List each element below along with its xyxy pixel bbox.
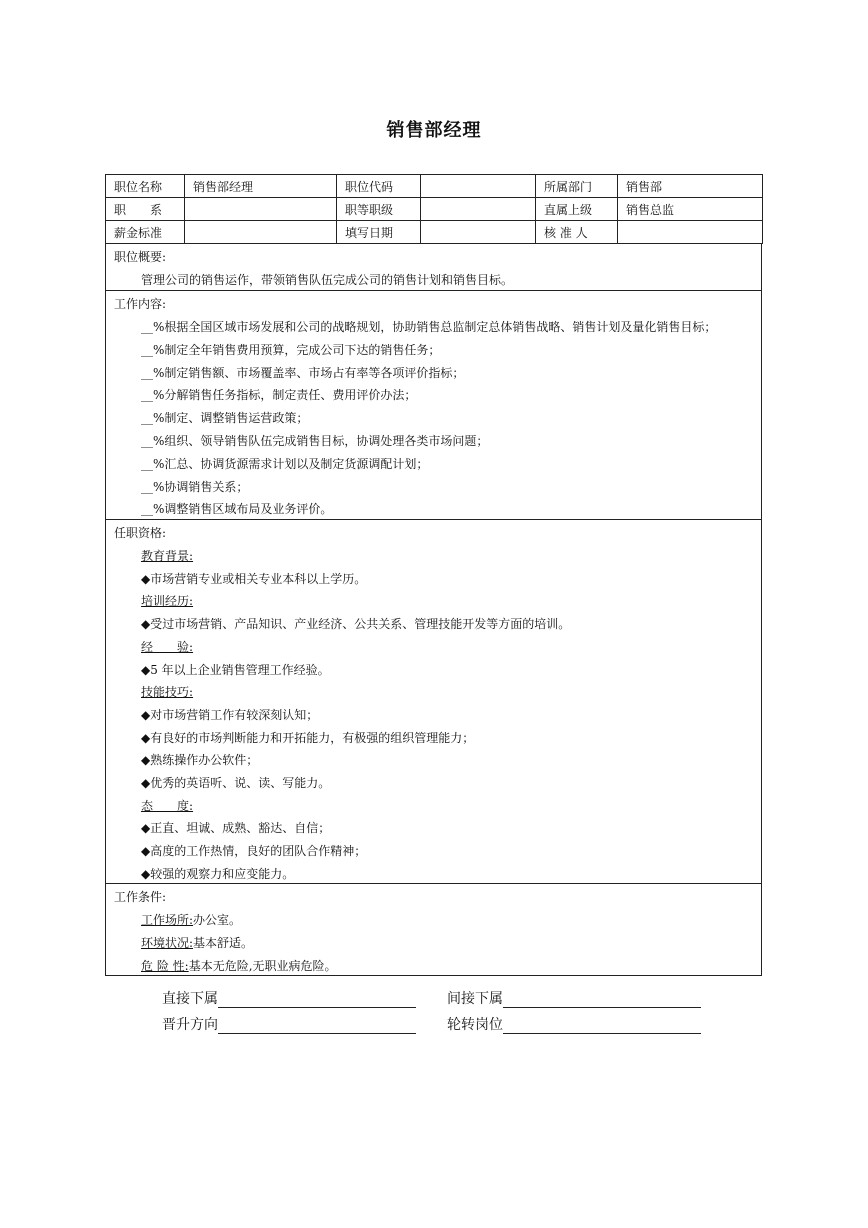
work-item: __%制定全年销售费用预算，完成公司下达的销售任务； [141, 342, 441, 357]
value-job-family [185, 198, 337, 221]
page-title: 销售部经理 [386, 120, 482, 141]
rotation-label: 轮转岗位 [447, 1017, 503, 1033]
work-item: __%汇总、协调货源需求计划以及制定货源调配计划； [141, 456, 429, 471]
work-item: __%制定销售额、市场覆盖率、市场占有率等各项评价指标； [141, 365, 465, 380]
overview-section [105, 244, 762, 291]
label-grade: 职等职级 [337, 198, 421, 221]
condition-value: 基本舒适。 [193, 936, 254, 950]
work-heading: 工作内容: [114, 297, 167, 311]
qualification-subheading: 经 验: [141, 639, 194, 654]
condition-label: 工作场所: [141, 913, 194, 927]
condition-label: 环境状况: [141, 936, 194, 950]
rotation-field[interactable] [447, 1014, 701, 1034]
value-supervisor: 销售总监 [618, 198, 763, 221]
direct-subordinate-blank[interactable] [218, 993, 416, 1008]
qualification-subheading: 教育背景: [141, 549, 194, 563]
qualification-item: ◆有良好的市场判断能力和开拓能力，有极强的组织管理能力； [141, 730, 475, 745]
value-salary [185, 221, 337, 244]
qualification-item: ◆市场营销专业或相关专业本科以上学历。 [141, 571, 367, 586]
label-approver: 核 准 人 [536, 221, 618, 244]
value-approver [618, 221, 763, 244]
direct-subordinate-label: 直接下属 [162, 991, 218, 1007]
label-position-code: 职位代码 [337, 175, 421, 198]
label-job-family: 职 系 [106, 198, 185, 221]
qualification-heading: 任职资格: [114, 526, 167, 540]
label-supervisor: 直属上级 [536, 198, 618, 221]
condition-value: 办公室。 [193, 913, 242, 927]
work-item: __%分解销售任务指标，制定责任、费用评价办法； [141, 388, 417, 403]
table-row [106, 198, 763, 221]
value-fill-date [421, 221, 536, 244]
overview-text: 管理公司的销售运作，带领销售队伍完成公司的销售计划和销售目标。 [141, 273, 514, 287]
promotion-label: 晋升方向 [162, 1017, 218, 1033]
promotion-blank[interactable] [218, 1019, 416, 1034]
label-department: 所属部门 [536, 175, 618, 198]
qualification-item: ◆受过市场营销、产品知识、产业经济、公共关系、管理技能开发等方面的培训。 [141, 617, 571, 632]
conditions-heading: 工作条件: [114, 890, 167, 904]
qualification-item: ◆高度的工作热情，良好的团队合作精神； [141, 844, 367, 859]
overview-heading: 职位概要: [114, 250, 167, 264]
indirect-subordinate-blank[interactable] [503, 993, 701, 1008]
condition-hazard [141, 957, 337, 974]
qualification-item: ◆熟练操作办公软件； [141, 753, 259, 768]
indirect-subordinate-field[interactable] [447, 988, 701, 1008]
rotation-blank[interactable] [503, 1019, 701, 1034]
qualification-subheading: 态 度: [141, 798, 194, 813]
condition-label: 危 险 性: [141, 959, 189, 973]
direct-subordinate-field[interactable] [162, 988, 416, 1008]
value-position-name: 销售部经理 [185, 175, 337, 198]
table-row [106, 175, 763, 198]
promotion-field[interactable] [162, 1014, 416, 1034]
label-position-name: 职位名称 [106, 175, 185, 198]
label-salary: 薪金标准 [106, 221, 185, 244]
label-fill-date: 填写日期 [337, 221, 421, 244]
value-position-code [421, 175, 536, 198]
qualification-item: ◆5 年以上企业销售管理工作经验。 [141, 662, 330, 677]
qualification-item: ◆对市场营销工作有较深刻认知； [141, 707, 319, 722]
condition-value: 基本无危险,无职业病危险。 [188, 959, 337, 973]
qualification-subheading: 技能技巧: [141, 685, 194, 700]
condition-workplace [141, 911, 241, 928]
work-item: __%调整销售区域布局及业务评价。 [141, 502, 333, 517]
qualification-section [105, 520, 762, 884]
work-item: __%根据全国区域市场发展和公司的战略规划，协助销售总监制定总体销售战略、销售计划及量化销售目标； [141, 320, 717, 334]
qualification-item: ◆优秀的英语听、说、读、写能力。 [141, 776, 331, 790]
conditions-section [105, 884, 762, 976]
indirect-subordinate-label: 间接下属 [447, 991, 503, 1007]
qualification-item: ◆较强的观察力和应变能力。 [141, 866, 295, 881]
value-grade [421, 198, 536, 221]
qualification-subheading: 培训经历: [141, 594, 194, 609]
qualification-item: ◆正直、坦诚、成熟、豁达、自信； [141, 821, 331, 836]
work-content-section [105, 291, 762, 520]
condition-environment [141, 934, 253, 951]
value-department: 销售部 [618, 175, 763, 198]
table-row [106, 221, 763, 244]
work-item: __%制定、调整销售运营政策； [141, 411, 309, 426]
position-info-table [105, 174, 763, 244]
work-item: __%组织、领导销售队伍完成销售目标，协调处理各类市场问题； [141, 434, 489, 448]
work-item: __%协调销售关系； [141, 479, 249, 494]
